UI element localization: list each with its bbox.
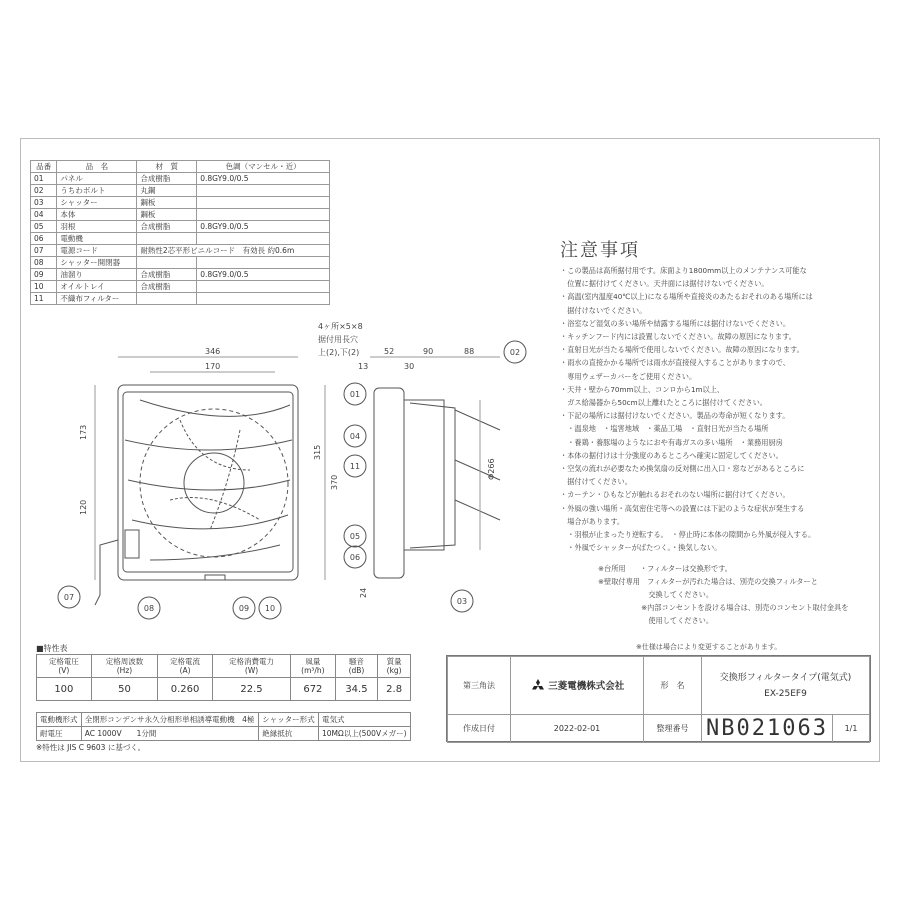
callout-03: 03 [456,597,468,606]
callout-10: 10 [264,604,276,613]
note-line: ・養鶏・養豚場のようなにおや有毒ガスの多い場所 ・業務用厨房 [560,437,783,447]
part-no: 03 [31,197,57,209]
note-line: ・浴室など湿気の多い場所や結露する場所には据付けないでください。 [560,318,791,328]
specs-footer [36,712,411,754]
note-line: 位置に据付けてください。天井面には据付けないでください。 [560,279,769,289]
filter-note-line: ※台所用 ・フィルターは交換形です。 [598,564,732,573]
dim-370: 370 [330,474,339,490]
part-material: 合成樹脂 [137,221,197,233]
callout-06: 06 [349,553,361,562]
callout-09: 09 [238,604,250,613]
callout-07: 07 [63,593,75,602]
spec-value: 672 [291,678,336,701]
dim-346: 346 [205,347,221,356]
note-line: ・キッチンフード内には設置しないでください。故障の原因になります。 [560,332,796,342]
insulation-label: 絶縁抵抗 [259,727,319,741]
callout-11: 11 [349,462,361,471]
mitsubishi-logo-icon [530,679,546,693]
note-line: 据付けないでください。 [560,305,647,315]
note-line: ・この製品は高所据付用です。床面より1800mm以上のメンテナンス可能な [560,266,807,275]
parts-header-no: 品番 [31,161,57,173]
spec-value: 0.260 [158,678,213,701]
note-line: ・下記の場所には据付けないでください。製品の寿命が短くなります。 [560,411,790,421]
dim-90: 90 [423,347,434,356]
note-line: ・高温(室内温度40℃以上)になる場所や直接炎のあたるおそれのある場所には [560,292,813,302]
date-label: 作成日付 [448,715,511,743]
voltage-label: 耐電圧 [37,727,82,741]
motor-label: 電動機形式 [37,713,82,727]
dim-52: 52 [384,347,395,356]
voltage-value: AC 1000V 1分間 [81,727,259,741]
part-name: 羽根 [57,221,137,233]
model-label: 形 名 [644,657,702,715]
part-no: 02 [31,185,57,197]
model-cell [702,657,870,715]
spec-value: 34.5 [335,678,378,701]
part-name: パネル [57,173,137,185]
model-desc: 交換形フィルタータイプ(電気式) [719,672,852,683]
callout-08: 08 [143,604,155,613]
specs-header-row [37,655,411,678]
part-name: シャッター開閉器 [57,257,137,269]
part-no: 06 [31,233,57,245]
note-line: ・温泉地 ・塩害地域 ・薬品工場 ・直射日光が当たる場所 [560,424,769,434]
filter-note-line: ※内部コンセントを設ける場合は、別売のコンセント取付金具を [598,603,849,612]
filter-note-line: 使用してください。 [598,616,714,625]
part-material: 合成樹脂 [137,173,197,185]
part-color: 0.8GY9.0/0.5 [197,269,330,281]
dim-173: 173 [79,424,88,440]
part-material: 鋼板 [137,197,197,209]
note-line: ・天井・壁から70mm以上、コンロから1m以上、 [560,384,725,394]
callout-02: 02 [509,348,521,357]
shutter-label: シャッター形式 [259,713,319,727]
dim-170: 170 [205,362,221,371]
callout-04: 04 [349,432,361,441]
dim-88: 88 [464,347,475,356]
part-no: 07 [31,245,57,257]
company-name: 三菱電機株式会社 [548,680,625,692]
note-line: ・本体の据付けは十分強度のあるところへ確実に固定してください。 [560,450,783,460]
filter-note-line: 交換してください。 [598,590,714,599]
part-name: 電動機 [57,233,137,245]
note-line: ・カーテン・ひもなどが触れるおそれのない場所に据付けてください。 [560,490,790,500]
part-no: 01 [31,173,57,185]
part-no: 08 [31,257,57,269]
model-number: EX-25EF9 [764,688,807,699]
dim-266: Φ266 [487,458,496,480]
part-name: シャッター [57,197,137,209]
part-no: 11 [31,293,57,305]
spec-value: 2.8 [378,678,411,701]
note-line: ・雨水の直接かかる場所では雨水が直接侵入することがありますので、 [560,358,790,368]
spec-header: 定格電圧 (V) [37,655,92,678]
company-cell [511,657,644,715]
specs-extra-table [36,712,411,741]
part-name: 油溜り [57,269,137,281]
part-color: 0.8GY9.0/0.5 [197,221,330,233]
fan-hub [184,453,244,513]
specs-table [36,654,411,701]
part-material: 丸鋼 [137,185,197,197]
side-view-panel [374,388,404,578]
spec-header: 定格電流 (A) [158,655,213,678]
note-line: ・羽根が止まったり逆転する。 ・停止時に本体の隙間から外風が侵入する。 [560,530,816,540]
callout-05: 05 [349,532,361,541]
filter-note-line: ※壁取付専用 フィルターが汚れた場合は、別売の交換フィルターと [598,577,818,586]
title-block [446,655,871,742]
drawing-number: NB021063 [702,715,833,743]
spec-header: 質量 (kg) [378,655,411,678]
part-name: 本体 [57,209,137,221]
part-material: 合成樹脂 [137,269,197,281]
callout-01: 01 [349,390,361,399]
parts-header-color: 色調（マンセル・近） [197,161,330,173]
dim-slot-label: 据付用長穴 [318,335,358,344]
insulation-value: 10MΩ以上(500Vメガー) [318,727,410,741]
dim-120: 120 [79,499,88,515]
notes-title: 注意事項 [560,240,640,261]
spec-value: 100 [37,678,92,701]
oil-tray [205,575,225,580]
note-line: ・外風の強い場所・高気密住宅等への設置には下記のような症状が発生する [560,503,805,513]
part-no: 10 [31,281,57,293]
part-color: 0.8GY9.0/0.5 [197,173,330,185]
dim-slot: 4ヶ所×5×8 [318,322,363,331]
spec-header: 定格消費電力 (W) [212,655,290,678]
parts-header-name: 品 名 [57,161,137,173]
note-line: ・外風でシャッターがばたつく。・換気しない。 [560,543,722,553]
part-name: 不織布フィルター [57,293,137,305]
fan-blade-outline [140,409,288,557]
shutter-value: 電気式 [318,713,410,727]
dim-315: 315 [313,444,322,460]
date-value: 2022-02-01 [511,715,644,743]
motor-value: 全閉形コンデンサ永久分相形単相誘導電動機 4極 [81,713,259,727]
part-no: 05 [31,221,57,233]
front-view-inner [123,392,293,572]
part-no: 09 [31,269,57,281]
change-note: ※仕様は場合により変更することがあります。 [636,643,782,651]
front-view-panel [118,385,298,580]
parts-header-material: 材 質 [137,161,197,173]
specs-footnote: ※特性は JIS C 9603 に基づく。 [36,743,146,752]
spec-header: 定格周波数 (Hz) [91,655,157,678]
note-line: ガス給湯器から50cm以上離れたところに据付けてください。 [560,398,767,408]
drawing-no-label: 整理番号 [644,715,702,743]
notes-list [560,264,890,554]
projection: 第三角法 [448,657,511,715]
shutter-switch [125,530,139,558]
note-line: 場合があります。 [560,516,625,526]
specs-value-row [37,678,411,701]
note-line: 据付けてください。 [560,477,632,487]
part-name: うちわボルト [57,185,137,197]
note-line: 専用ウェザーカバーをご使用ください。 [560,371,697,381]
spec-header: 騒音 (dB) [335,655,378,678]
spec-value: 50 [91,678,157,701]
dim-24: 24 [359,587,368,598]
spec-header: 風量 (m³/h) [291,655,336,678]
side-view-body [404,400,444,550]
part-material: 合成樹脂 [137,281,197,293]
dim-30: 30 [404,362,415,371]
part-material: 耐熱性2芯平形ビニルコード 有効長 約0.6m [137,245,330,257]
spec-value: 22.5 [212,678,290,701]
side-view-shutter [410,403,455,548]
filter-notes [598,562,848,627]
part-no: 04 [31,209,57,221]
note-line: ・直射日光が当たる場所で使用しないでください。故障の原因になります。 [560,345,804,355]
part-name: 電源コード [57,245,137,257]
part-material: 鋼板 [137,209,197,221]
fan-blade-curves [170,420,260,530]
specs-title: ■特性表 [36,644,68,653]
dim-slot-count: 上(2),下(2) [318,348,360,357]
sheet-number: 1/1 [833,715,870,743]
note-line: ・空気の流れが必要なため換気扇の反対側に出入口・窓などがあるところに [560,464,805,474]
power-cord [95,540,118,605]
part-name: オイルトレイ [57,281,137,293]
dim-13: 13 [358,362,369,371]
front-grille-lines [125,400,292,560]
